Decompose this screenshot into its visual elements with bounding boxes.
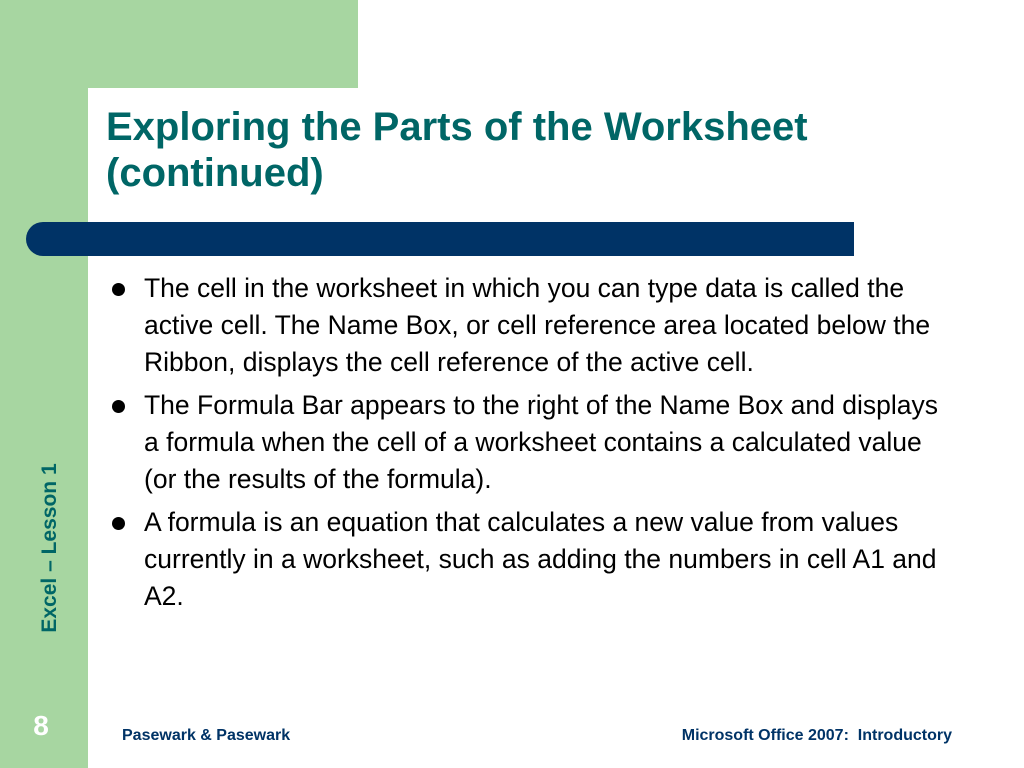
bullet-item	[106, 504, 956, 615]
bullet-text: The Formula Bar appears to the right of the Name Box and displays a formula when the cell of a worksheet contains a calculated value (or the results of the formula).	[144, 390, 938, 494]
bullet-item	[106, 270, 956, 381]
bullet-dot-icon	[112, 283, 125, 296]
bullet-text: A formula is an equation that calculates a new value from values currently in a worksheet, such as adding the numbers in cell A1 and A2.	[144, 507, 937, 611]
green-side-band	[0, 0, 88, 768]
title-line-1: Exploring the Parts of the Worksheet	[106, 105, 808, 149]
page-number: 8	[33, 710, 49, 741]
slide-title	[106, 104, 966, 196]
title-line-2: (continued)	[106, 151, 324, 195]
lesson-side-label: Excel – Lesson 1	[38, 463, 61, 633]
green-top-block	[0, 0, 358, 88]
footer-authors: Pasewark & Pasewark	[122, 727, 291, 744]
bullet-text: The cell in the worksheet in which you can type data is called the active cell. The Name Box, or cell reference area located below the Ribbon, displays the cell reference of the active cell.	[144, 273, 931, 377]
bullet-list	[106, 270, 956, 621]
bullet-dot-icon	[112, 400, 125, 413]
bullet-item	[106, 387, 956, 498]
bullet-dot-icon	[112, 517, 125, 530]
title-underline-bar	[26, 222, 854, 256]
footer-course: Microsoft Office 2007: Introductory	[681, 727, 952, 744]
